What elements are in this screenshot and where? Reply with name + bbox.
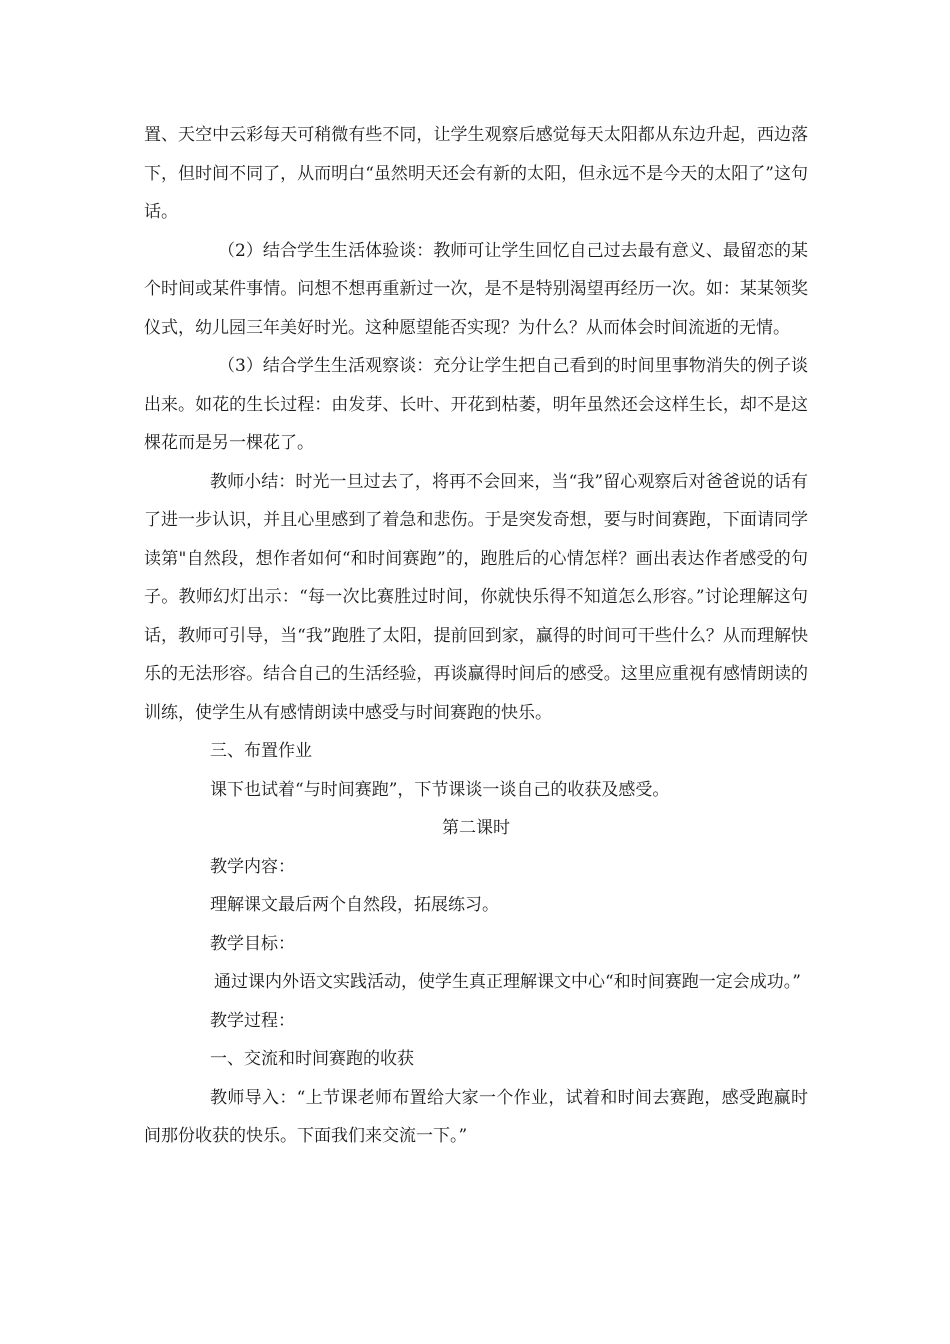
paragraph-homework: 课下也试着“与时间赛跑”，下节课谈一谈自己的收获及感受。 <box>210 779 670 800</box>
paragraph-sun-observation: 置、天空中云彩每天可稍微有些不同，让学生观察后感觉每天太阳都从东边升起，西边落下，但时间不同了，从而明白“虽然明天还会有新的太阳，但永远不是今天的太阳了”这句话。 <box>144 125 808 222</box>
label-teaching-process: 教学过程： <box>210 1010 295 1031</box>
heading-exchange: 一、交流和时间赛跑的收获 <box>210 1049 414 1069</box>
paragraph-teaching-content: 理解课文最后两个自然段，拓展练习。 <box>210 895 499 915</box>
heading-second-lesson: 第二课时 <box>442 818 510 838</box>
paragraph-life-observation: （3）结合学生生活观察谈：充分让学生把自己看到的时间里事物消失的例子谈出来。如花的生长过程：由发芽、长叶、开花到枯萎，明年虽然还会这样生长，却不是这棵花而是另一棵花了。 <box>144 356 808 453</box>
paragraph-teacher-summary: 教师小结：时光一旦过去了，将再不会回来，当“我”留心观察后对爸爸说的话有了进一步认识，并且心里感到了着急和悲伤。于是突发奇想，要与时间赛跑，下面请同学读第"自然段，想作者如何“和时间赛跑”的，跑胜后的心情怎样？画出表达作者感受的句子。教师幻灯出示：“每一次比赛胜过时间，你就快乐得不知道怎么形容。”讨论理解这句话，教师可引导，当“我”跑胜了太阳，提前回到家，赢得的时间可干些什么？从而理解快乐的无法形容。结合自己的生活经验，再谈赢得时间后的感受。这里应重视有感情朗读的训练，使学生从有感情朗读中感受与时间赛跑的快乐。 <box>144 471 808 723</box>
label-teaching-goals: 教学目标： <box>210 933 295 954</box>
paragraph-life-experience: （2）结合学生生活体验谈：教师可让学生回忆自己过去最有意义、最留恋的某个时间或某件事情。问想不想再重新过一次，是不是特别渴望再经历一次。如：某某领奖仪式，幼儿园三年美好时光。这种愿望能否实现？为什么？从而体会时间流逝的无情。 <box>144 240 808 338</box>
document-body <box>144 116 808 1156</box>
paragraph-teacher-intro: 教师导入：“上节课老师布置给大家一个作业，试着和时间去赛跑，感受跑赢时间那份收获的快乐。下面我们来交流一下。” <box>144 1087 808 1146</box>
heading-homework: 三、布置作业 <box>210 741 312 761</box>
label-teaching-content: 教学内容： <box>210 856 295 877</box>
paragraph-teaching-goals: 通过课内外语文实践活动，使学生真正理解课文中心“和时间赛跑一定会成功。” <box>214 972 801 992</box>
